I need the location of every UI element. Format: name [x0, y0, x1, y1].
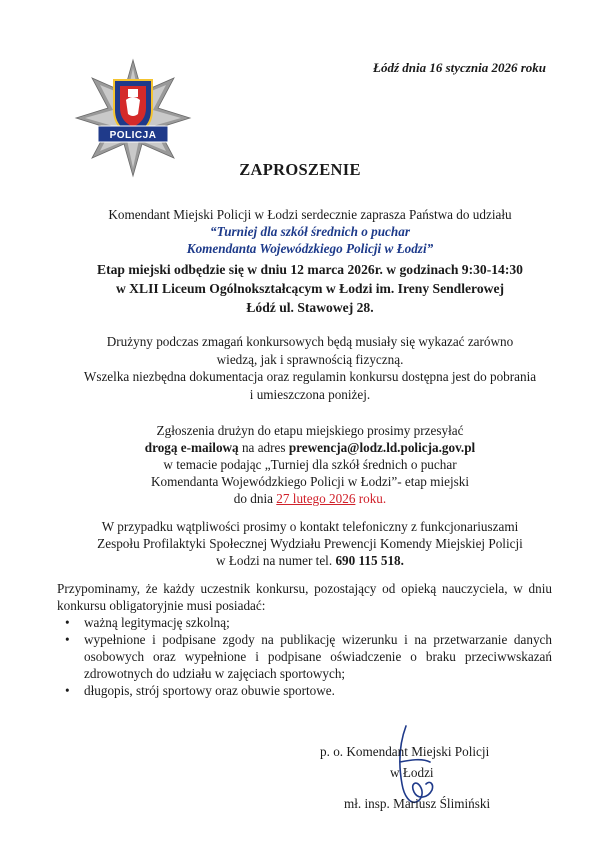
- stage-address-line: Łódź ul. Stawowej 28.: [246, 300, 374, 315]
- logo-text: POLICJA: [109, 130, 157, 141]
- requirements-list: [57, 614, 552, 699]
- registration-line-2: [60, 439, 560, 456]
- registration-method: drogą e-mailową: [144, 440, 239, 455]
- list-item: • wypełnione i podpisane zgody na publikację wizerunku i na przetwarzanie danych osobowych oraz wypełnione i podpisane oświadczenie o braku przeciwwskazań zdrowotnych do udziału w zajęciach sportowych;: [84, 631, 552, 682]
- registration-email-link[interactable]: prewencja@lodz.ld.policja.gov.pl: [288, 440, 476, 455]
- list-item: • ważną legitymację szkolną;: [84, 614, 552, 631]
- skills-line-2: wiedzą, jak i sprawnością fizyczną.: [216, 351, 404, 367]
- event-name-line-1: “Turniej dla szkół średnich o puchar: [210, 224, 410, 239]
- deadline-suffix: roku.: [355, 491, 387, 506]
- invitation-paragraph: [60, 206, 560, 257]
- deadline-date: 27 lutego 2026: [276, 491, 356, 506]
- invitation-line: Komendant Miejski Policji w Łodzi serdecznie zaprasza Państwa do udziału: [108, 207, 512, 222]
- signature-name: mł. insp. Mariusz Ślimiński: [344, 796, 491, 811]
- reminder-section: [57, 580, 552, 699]
- signature-location: w Łodzi: [390, 765, 434, 780]
- reminder-intro: Przypominamy, że każdy uczestnik konkursu, pozostający od opieką nauczyciela, w dniu konkursu obligatoryjnie musi posiadać:: [57, 581, 552, 613]
- registration-mid-text: na adres: [238, 440, 289, 455]
- skills-paragraph: [40, 333, 580, 403]
- contact-line-3: [40, 552, 580, 569]
- event-name-line-2: Komendanta Wojewódzkiego Policji w Łodzi”: [186, 241, 434, 256]
- deadline-prefix: do dnia: [233, 491, 277, 506]
- contact-phone: 690 115 518.: [335, 553, 404, 568]
- contact-paragraph: [40, 518, 580, 569]
- contact-line-1: W przypadku wątpliwości prosimy o kontakt telefoniczny z funkcjonariuszami: [101, 519, 519, 534]
- registration-deadline: [60, 490, 560, 507]
- page-title: ZAPROSZENIE: [239, 160, 361, 179]
- contact-phone-prefix: w Łodzi na numer tel.: [216, 553, 336, 568]
- skills-line-1: Drużyny podczas zmagań konkursowych będą musiały się wykazać zarówno: [106, 334, 514, 349]
- registration-line-1: Zgłoszenia drużyn do etapu miejskiego prosimy przesyłać: [156, 423, 464, 438]
- stage-venue-line: w XLII Liceum Ogólnokształcącym w Łodzi im. Ireny Sendlerowej: [115, 281, 505, 296]
- stage-date-line: Etap miejski odbędzie się w dniu 12 marca 2026r. w godzinach 9:30-14:30: [97, 262, 523, 277]
- registration-line-4: Komendanta Wojewódzkiego Policji w Łodzi”- etap miejski: [150, 474, 470, 489]
- docs-line-1: Wszelka niezbędna dokumentacja oraz regulamin konkursu dostępna jest do pobrania: [83, 369, 537, 384]
- signature-block: [320, 741, 560, 814]
- registration-line-3: w temacie podając „Turniej dla szkół średnich o puchar: [163, 457, 457, 472]
- signature-title: p. o. Komendant Miejski Policji: [320, 744, 490, 759]
- docs-line-2: i umieszczona poniżej.: [249, 386, 371, 402]
- stage-paragraph: [50, 260, 570, 317]
- document-date: Łódź dnia 16 stycznia 2026 roku: [373, 60, 546, 75]
- registration-paragraph: [60, 422, 560, 507]
- contact-line-2: Zespołu Profilaktyki Społecznej Wydziału Prewencji Komendy Miejskiej Policji: [97, 536, 523, 551]
- list-item: • długopis, strój sportowy oraz obuwie sportowe.: [84, 682, 552, 699]
